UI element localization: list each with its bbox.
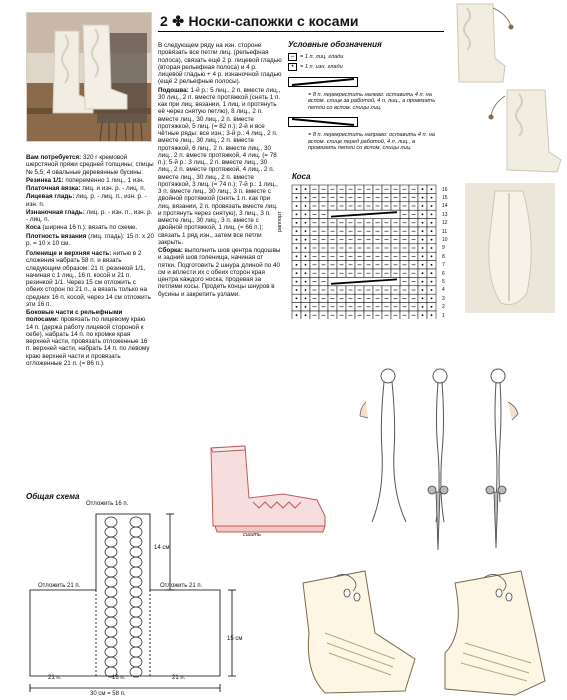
purl-dot — [296, 247, 298, 249]
paragraph: Плотность вязания (лиц. гладь): 15 п. х 20 р. = 10 х 10 см. — [26, 232, 154, 247]
schema-cable-loop — [105, 577, 117, 587]
boot-label: сшить — [243, 532, 261, 538]
purl-dot — [305, 205, 307, 207]
schema-cable-loop — [105, 537, 117, 547]
schema-cable-loop — [130, 517, 142, 527]
chart-row-number: 6 — [442, 270, 445, 277]
purl-dot — [305, 230, 307, 232]
purl-dot — [422, 188, 424, 190]
purl-dot — [431, 205, 433, 207]
purl-dot — [431, 230, 433, 232]
title-underline — [158, 31, 444, 32]
purl-dot — [296, 239, 298, 241]
purl-dot — [296, 314, 298, 316]
purl-dot — [422, 197, 424, 199]
general-schema — [26, 498, 256, 698]
purl-dot — [305, 239, 307, 241]
left-column — [26, 154, 154, 368]
purl-dot — [296, 272, 298, 274]
purl-dot — [422, 256, 424, 258]
cable-right-icon — [288, 77, 358, 87]
purl-dot — [305, 289, 307, 291]
purl-dot — [305, 188, 307, 190]
paragraph: Лицевая гладь: лиц. р. - лиц. п., изн. р. - изн. п. — [26, 193, 147, 208]
schema-cable-loop — [105, 607, 117, 617]
paragraph: Вам потребуется: 320 г кремовой шерстяной пряжи средней толщины; спицы № 5,5; 4 овальные деревянные бусины. — [26, 154, 154, 176]
schema-cable-loop — [130, 607, 142, 617]
purl-dot — [296, 188, 298, 190]
photo-sock-sole — [465, 183, 555, 313]
paragraph: Коса (ширина 16 п.): вязать по схеме. — [26, 224, 138, 232]
socks-pair-image — [445, 0, 563, 175]
legend-item: = 8 п. перекрестить налево: оставить 4 п. на вспом. спице за работой, 4 п. лиц., а провязать петли со вспом. спицы лиц. — [288, 74, 444, 111]
paragraph: Подошва: 1-й р.: 5 лиц., 2 п. вместе лиц., 30 лиц., 2 п. вместе протяжкой (снять 1 п. как при лиц. вязании, 1 лиц. и протянуть её через снятую петлю), 8 лиц., 2 п. вместе лиц., 30 лиц., 2 п. вместе протяжкой, 5 лиц. (= 82 п.); 2-й и все чётные ряды: все изн.; 3-й р.: 4 лиц., 2 п. вместе лиц., 30 лиц., 2 п. вместе протяжкой, 6 лиц., 2 п. вместе лиц., 30 лиц., 2 п. вместе протяжкой, 4 лиц. (= 78 п.); 5-й р.: 3 лиц., 2 п. вместе лиц., 30 лиц., 2 п. вместе протяжкой, 4 лиц., 2 п. вместе лиц., 30 лиц., 2 п. вместе протяжкой, 3 лиц. (= 74 п.); 7-й р.: 1 лиц., 3 п. вместе лиц., 30 лиц., 3 п. вместе с двойной протяжкой (снять 1 п. как при лиц. вязании, 2 п. провязать вместе лиц. и протянуть через снятую), 3 лиц., 3 п. вместе лиц., 30 лиц., 3 п. вместе с двойной протяжкой, 1 лиц. (= 66 п.); связать 1 ряд изн., затем все петли закрыть. — [158, 86, 281, 246]
purl-dot — [422, 272, 424, 274]
schema-cable-loop — [130, 527, 142, 537]
schema-bottom-right: 21 п. — [172, 675, 186, 681]
chart-row-number: 14 — [442, 203, 448, 210]
purl-dot — [431, 188, 433, 190]
purl-dot — [296, 230, 298, 232]
title-text: Носки-сапожки с косами — [188, 13, 359, 29]
rapport-label: раппорт — [277, 211, 283, 232]
purl-dot — [296, 306, 298, 308]
schema-left-label: Отложить 21 п. — [38, 583, 81, 589]
schema-right-label: Отложить 21 п. — [160, 583, 203, 589]
paragraph: Изнаночная гладь: лиц. р. - изн. п., изн. р. - лиц. п. — [26, 208, 153, 223]
schema-cable-loop — [105, 557, 117, 567]
purl-dot — [422, 247, 424, 249]
cable-left-icon — [288, 117, 358, 127]
purl-symbol-icon: • — [288, 63, 297, 71]
chart-row-number: 15 — [442, 194, 448, 201]
schema-cable-loop — [105, 527, 117, 537]
chart-row-number: 7 — [442, 262, 445, 269]
paragraph: Сборка: выполнить шов центра подошвы и задний шов голенища, начиная от пятки. Подготовить 2 шнура длиной по 40 см и вплести их с обеих сторон края центра каждого носка, продевая за петлями косы. Продеть концы шнуров в бусины и закрепить узлами. — [158, 247, 281, 298]
schema-bottom-left: 21 п. — [48, 675, 62, 681]
paragraph: Голенище и верхняя часть: нитью в 2 сложения набрать 58 п. и вязать следующим образом: 21 п. резинкой 1/1, начиная с 1 лиц., 16 п. косой и 21 п. резинкой 1/1. Через 15 см отложить с обеих сторон по 21 п., а вязать только на средних 16 п. косой, через 14 см отложить эти 16 п. — [26, 250, 151, 308]
purl-dot — [296, 281, 298, 283]
title-clover-icon: ✤ — [172, 13, 184, 29]
schema-bottom-total: 30 см = 58 п. — [90, 691, 126, 697]
schema-cable-loop — [105, 657, 117, 667]
purl-dot — [431, 281, 433, 283]
purl-dot — [305, 222, 307, 224]
schema-cable-loop — [130, 657, 142, 667]
paragraph: Боковые части с рельефными полосами: провязать по лицевому краю 14 п. (держа работу лицевой стороной к себе), набрать 14 п. по кромке края верхней части, провязать отложенные 16 п. верхней части, набрать 14 п. по левому краю верхней части и провязать отложенные 21 п. (= 86 п.). — [26, 309, 150, 367]
purl-dot — [305, 306, 307, 308]
legend-item: – = 1 п. лиц. глади — [288, 53, 444, 61]
chart-row-number: 2 — [442, 304, 445, 311]
chart-row-number: 9 — [442, 245, 445, 252]
purl-dot — [296, 256, 298, 258]
chart-row-number: 12 — [442, 220, 448, 227]
purl-dot — [422, 214, 424, 216]
schema-cable-loop — [130, 587, 142, 597]
purl-dot — [431, 314, 433, 316]
purl-dot — [431, 247, 433, 249]
purl-dot — [422, 289, 424, 291]
schema-cable-loop — [105, 627, 117, 637]
purl-dot — [422, 264, 424, 266]
purl-dot — [296, 214, 298, 216]
schema-cable-loop — [105, 637, 117, 647]
chart-row-number: 8 — [442, 253, 445, 260]
legend-title: Условные обозначения — [288, 40, 382, 49]
purl-dot — [422, 239, 424, 241]
cable-chart — [290, 183, 440, 319]
purl-dot — [422, 306, 424, 308]
purl-dot — [431, 197, 433, 199]
purl-dot — [431, 289, 433, 291]
purl-dot — [296, 289, 298, 291]
sock-sole-image — [465, 183, 555, 313]
purl-dot — [422, 222, 424, 224]
schema-cable-loop — [105, 647, 117, 657]
schema-cable-loop — [130, 647, 142, 657]
purl-dot — [305, 214, 307, 216]
schema-height-top: 14 см — [154, 545, 170, 551]
chart-row-number: 11 — [442, 228, 448, 235]
cord-steps-image — [358, 362, 528, 562]
knit-symbol-icon: – — [288, 53, 297, 61]
schema-cable-loop — [130, 557, 142, 567]
schema-bottom-mid: 16 п. — [112, 675, 126, 681]
purl-dot — [296, 222, 298, 224]
schema-cable-loop — [130, 547, 142, 557]
purl-dot — [305, 298, 307, 300]
paragraph: Резинка 1/1: попеременно 1 лиц., 1 изн. — [26, 176, 145, 184]
purl-dot — [296, 205, 298, 207]
purl-dot — [305, 264, 307, 266]
finished-socks-illustration — [295, 563, 560, 698]
chart-row-number: 10 — [442, 236, 448, 243]
purl-dot — [431, 298, 433, 300]
schema-cable-loop — [105, 547, 117, 557]
schema-title: Общая схема — [26, 492, 80, 501]
purl-dot — [422, 230, 424, 232]
chart-title: Коса — [292, 172, 311, 181]
purl-dot — [431, 239, 433, 241]
purl-dot — [431, 264, 433, 266]
chart-row-number: 3 — [442, 295, 445, 302]
finished-socks-image — [295, 563, 560, 698]
title-number: 2 — [160, 13, 168, 29]
schema-cable-loop — [130, 537, 142, 547]
schema-cable-loop — [130, 667, 142, 677]
legend — [288, 40, 444, 151]
purl-dot — [305, 197, 307, 199]
schema-cable-loop — [105, 567, 117, 577]
cord-twisting-steps — [358, 362, 528, 562]
chart-row-number: 5 — [442, 278, 445, 285]
purl-dot — [431, 256, 433, 258]
purl-dot — [431, 272, 433, 274]
purl-dot — [431, 306, 433, 308]
schema-cable-loop — [130, 577, 142, 587]
purl-dot — [422, 205, 424, 207]
purl-dot — [296, 197, 298, 199]
schema-cable-loop — [105, 517, 117, 527]
schema-cable-loop — [130, 637, 142, 647]
schema-cable-loop — [130, 597, 142, 607]
schema-cable-loop — [105, 597, 117, 607]
schema-cable-loop — [130, 617, 142, 627]
purl-dot — [296, 298, 298, 300]
middle-column — [158, 42, 282, 299]
schema-cable-loop — [130, 627, 142, 637]
schema-cable-loop — [105, 587, 117, 597]
purl-dot — [422, 314, 424, 316]
photo-socks-pair — [445, 0, 563, 175]
purl-dot — [296, 264, 298, 266]
purl-dot — [431, 222, 433, 224]
paragraph: Платочная вязка: лиц. и изн. р. - лиц. п. — [26, 185, 146, 192]
purl-dot — [431, 214, 433, 216]
chart-row-number: 4 — [442, 287, 445, 294]
page-title — [160, 13, 400, 31]
chart-row-number: 13 — [442, 211, 448, 218]
socks-on-bench-image — [27, 13, 152, 142]
schema-top-label: Отложить 16 п. — [86, 501, 129, 507]
purl-dot — [305, 281, 307, 283]
paragraph: В следующем ряду на изн. стороне провязать все петли лиц. (рельефная полоса), связать ещё 2 р. лицевой гладью (вторая рельефная полоса) и 4 р. лицевой гладью + 4 р. изнаночной гладью (ещё 2 рельефные полосы). — [158, 42, 282, 86]
purl-dot — [305, 247, 307, 249]
schema-cable-loop — [105, 617, 117, 627]
legend-item: = 8 п. перекрестить направо: оставить 4 п. на вспом. спице перед работой, 4 п. лиц., а провязать петли со вспом. спицы лиц. — [288, 114, 444, 151]
purl-dot — [305, 314, 307, 316]
purl-dot — [305, 256, 307, 258]
chart-row-number: 1 — [442, 312, 445, 319]
schema-cable-loop — [130, 567, 142, 577]
purl-dot — [305, 272, 307, 274]
purl-dot — [422, 298, 424, 300]
legend-item: • = 1 п. изн. глади — [288, 63, 444, 71]
chart-row-number: 16 — [442, 186, 448, 193]
purl-dot — [422, 281, 424, 283]
schema-height-bottom: 15 см — [227, 636, 243, 642]
photo-socks-on-bench — [26, 12, 152, 142]
